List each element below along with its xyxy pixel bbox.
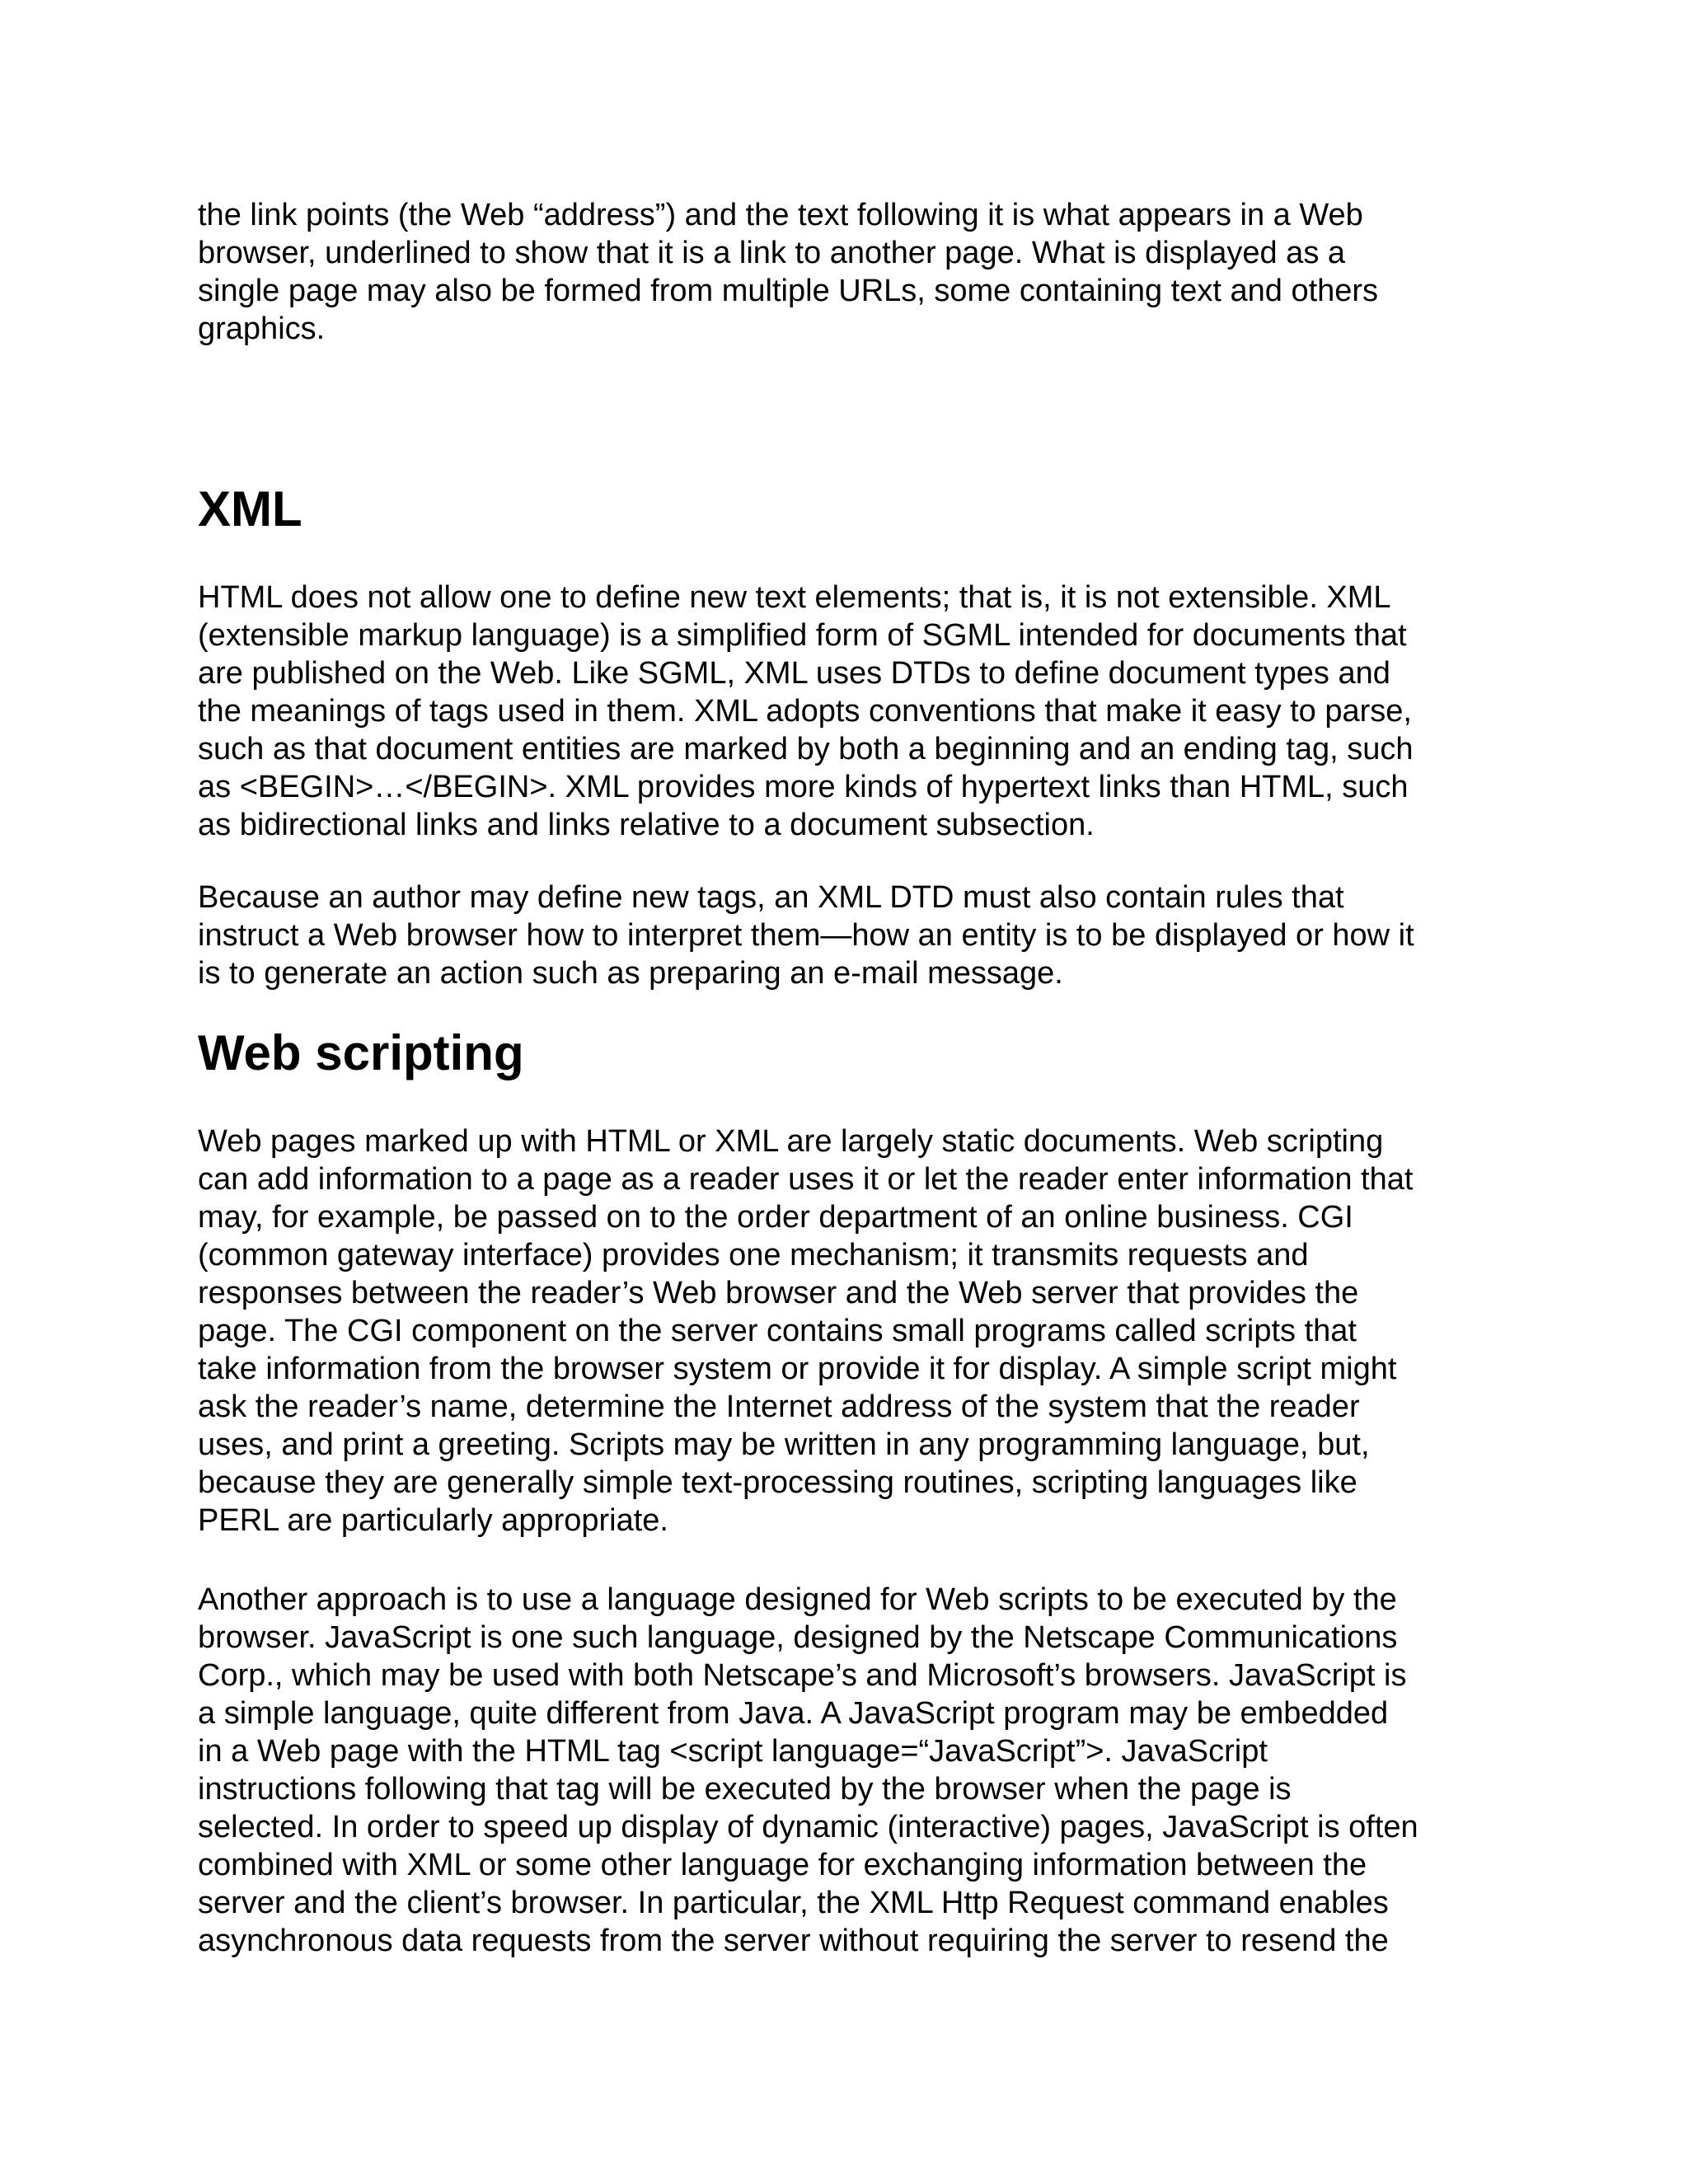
paragraph-line: in a Web page with the HTML tag <script language=“JavaScript”>. JavaScript: [198, 1734, 1268, 1769]
paragraph-line: single page may also be formed from multiple URLs, some containing text and others: [198, 274, 1379, 308]
paragraph-line: selected. In order to speed up display of dynamic (interactive) pages, JavaScript is often: [198, 1810, 1418, 1844]
paragraph-line: a simple language, quite different from Java. A JavaScript program may be embedded: [198, 1696, 1389, 1731]
paragraph-line: graphics.: [198, 312, 326, 346]
paragraph-line: the link points (the Web “address”) and the text following it is what appears in a Web: [198, 198, 1363, 232]
paragraph-line: the meanings of tags used in them. XML adopts conventions that make it easy to parse,: [198, 694, 1412, 729]
paragraph-line: browser. JavaScript is one such language, designed by the Netscape Communications: [198, 1620, 1398, 1655]
paragraph-line: because they are generally simple text-processing routines, scripting languages like: [198, 1465, 1357, 1500]
intro-paragraph: [198, 196, 1517, 348]
paragraph-line: can add information to a page as a reader uses it or let the reader enter information that: [198, 1162, 1414, 1197]
paragraph-line: ask the reader’s name, determine the Internet address of the system that the reader: [198, 1390, 1360, 1424]
web-scripting-section-heading-block: [198, 1026, 1517, 1080]
xml-paragraph-2: [198, 879, 1517, 992]
paragraph-line: may, for example, be passed on to the order department of an online business. CGI: [198, 1200, 1353, 1235]
paragraph-line: instructions following that tag will be executed by the browser when the page is: [198, 1772, 1292, 1807]
paragraph-line: responses between the reader’s Web browser and the Web server that provides the: [198, 1276, 1359, 1310]
paragraph-line: Because an author may define new tags, an XML DTD must also contain rules that: [198, 880, 1344, 915]
xml-paragraph-1: [198, 579, 1517, 844]
paragraph-line: Another approach is to use a language designed for Web scripts to be executed by the: [198, 1582, 1397, 1617]
paragraph-line: browser, underlined to show that it is a link to another page. What is displayed as a: [198, 236, 1346, 270]
xml-heading: XML: [198, 481, 302, 537]
xml-section-heading-block: [198, 482, 1517, 537]
paragraph-line: as <BEGIN>…</BEGIN>. XML provides more kinds of hypertext links than HTML, such: [198, 770, 1409, 804]
paragraph-line: HTML does not allow one to define new text elements; that is, it is not extensible. XML: [198, 580, 1391, 615]
paragraph-line: page. The CGI component on the server contains small programs called scripts that: [198, 1314, 1357, 1348]
paragraph-line: are published on the Web. Like SGML, XML uses DTDs to define document types and: [198, 656, 1390, 691]
web-scripting-heading: Web scripting: [198, 1025, 524, 1080]
paragraph-line: server and the client’s browser. In particular, the XML Http Request command enables: [198, 1886, 1389, 1920]
web-scripting-paragraph-2: [198, 1581, 1517, 1960]
paragraph-line: (extensible markup language) is a simplified form of SGML intended for documents that: [198, 618, 1407, 653]
paragraph-line: is to generate an action such as preparing an e-mail message.: [198, 956, 1063, 991]
paragraph-line: combined with XML or some other language for exchanging information between the: [198, 1848, 1367, 1882]
paragraph-line: (common gateway interface) provides one mechanism; it transmits requests and: [198, 1238, 1309, 1272]
web-scripting-paragraph-1: [198, 1122, 1517, 1540]
paragraph-line: take information from the browser system or provide it for display. A simple script might: [198, 1352, 1397, 1386]
paragraph-line: Web pages marked up with HTML or XML are largely static documents. Web scripting: [198, 1124, 1384, 1159]
paragraph-line: as bidirectional links and links relative to a document subsection.: [198, 808, 1095, 842]
paragraph-line: instruct a Web browser how to interpret them—how an entity is to be displayed or how it: [198, 918, 1414, 953]
paragraph-line: asynchronous data requests from the server without requiring the server to resend the: [198, 1924, 1389, 1958]
paragraph-line: PERL are particularly appropriate.: [198, 1503, 668, 1538]
paragraph-line: uses, and print a greeting. Scripts may be written in any programming language, but,: [198, 1427, 1370, 1462]
paragraph-line: Corp., which may be used with both Netscape’s and Microsoft’s browsers. JavaScript is: [198, 1658, 1407, 1693]
paragraph-line: such as that document entities are marked by both a beginning and an ending tag, such: [198, 732, 1414, 766]
